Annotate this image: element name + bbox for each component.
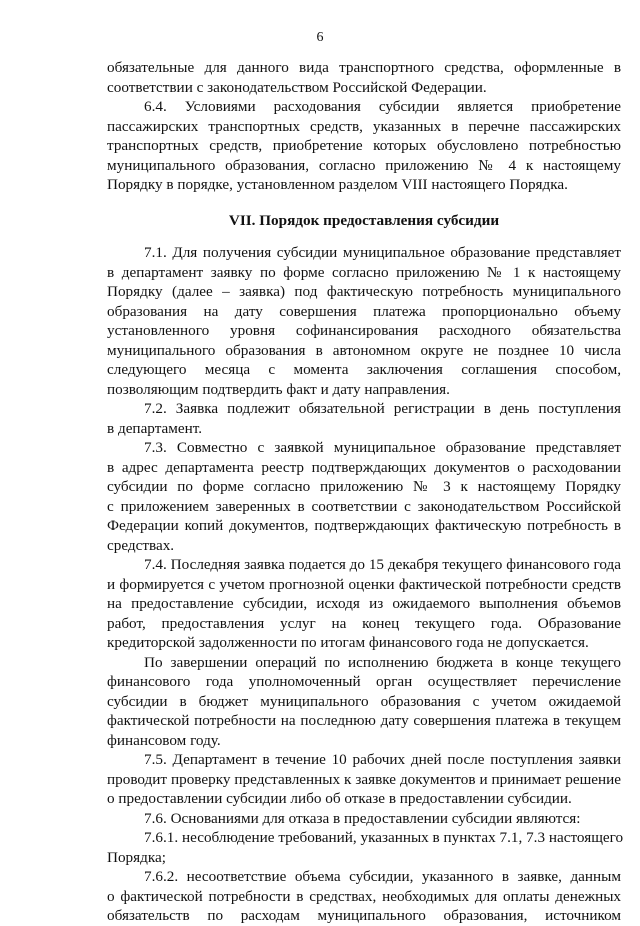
text-line: 7.5. Департамент в течение 10 рабочих дней после поступления заявки	[144, 751, 621, 768]
text-line: о предоставлении субсидии либо об отказе в предоставлении субсидии.	[107, 790, 572, 807]
text-line: на предоставление субсидии, исходя из ожидаемого выполнения объемов	[107, 595, 621, 612]
paragraph	[107, 867, 621, 926]
text-line: и формируется с учетом прогнозной оценки фактической потребности средств	[107, 575, 621, 593]
text-line: транспортных средств, приобретение которых обусловлено потребностью	[107, 137, 621, 154]
text-line: Порядку в порядке, установленном разделом VIII настоящего Порядка.	[107, 176, 568, 193]
text-line: субсидии по форме согласно приложению № 3 к настоящему Порядку	[107, 478, 621, 495]
text-line: 7.2. Заявка подлежит обязательной регистрации в день поступления	[144, 400, 621, 417]
page-number: 6	[316, 30, 324, 45]
text-line: кредиторской задолженности по итогам финансового года не допускается.	[107, 634, 589, 651]
text-line: муниципального образования в автономном округе не позднее 10 числа	[107, 341, 621, 359]
text-line: 7.6. Основаниями для отказа в предоставлении субсидии являются:	[144, 809, 581, 827]
text-line: По завершении операций по исполнению бюджета в конце текущего	[144, 653, 621, 671]
text-line: проводит проверку представленных к заявке документов и принимает решение	[107, 770, 621, 788]
section-7-content	[107, 243, 624, 926]
text-line: образования на дату совершения платежа пропорционально объему	[107, 302, 621, 320]
text-line: средствах.	[107, 536, 175, 554]
paragraph	[107, 58, 621, 97]
paragraph	[107, 653, 621, 751]
text-line: Федерации копий документов, подтверждающих фактическую потребность в	[107, 517, 621, 534]
text-line: 7.6.2. несоответствие объема субсидии, указанного в заявке, данным	[144, 868, 621, 885]
paragraph	[107, 243, 621, 399]
text-line: 7.1. Для получения субсидии муниципальное образование представляет	[144, 244, 621, 261]
text-line: муниципального образования, согласно приложению № 4 к настоящему	[107, 156, 621, 174]
text-line: в департамент.	[107, 419, 203, 437]
text-line: обязательств по расходам муниципального образования, источником	[107, 907, 621, 924]
text-line: установленного уровня софинансирования расходного обязательства	[107, 322, 621, 339]
text-line: работ, предоставления услуг на конец текущего года. Образование	[107, 614, 621, 632]
text-line: обязательные для данного вида транспортного средства, оформленные в	[107, 59, 621, 76]
paragraph	[107, 97, 621, 195]
text-line: в департамент заявку по форме согласно приложению № 1 к настоящему	[107, 263, 621, 281]
document-body	[107, 58, 624, 926]
text-line: субсидии в бюджет муниципального образования с учетом ожидаемой	[107, 692, 621, 710]
text-line: позволяющим подтвердить факт и дату направления.	[107, 380, 450, 398]
section-6-continuation	[107, 58, 621, 195]
text-line: Порядка;	[107, 848, 166, 866]
text-line: в адрес департамента реестр подтверждающих документов о расходовании	[107, 458, 621, 476]
paragraph	[107, 438, 621, 555]
paragraph	[107, 399, 621, 438]
text-line: 6.4. Условиями расходования субсидии является приобретение	[144, 98, 621, 115]
text-line: финансового года уполномоченный орган осуществляет перечисление	[107, 673, 621, 690]
paragraph	[107, 809, 621, 829]
text-line: 7.4. Последняя заявка подается до 15 декабря текущего финансового года	[144, 556, 621, 573]
text-line: соответствии с законодательством Российской Федерации.	[107, 78, 487, 96]
paragraph	[107, 828, 624, 867]
text-line: фактической потребности на последнюю дату совершения платежа в текущем	[107, 712, 621, 729]
text-line: следующего месяца с момента заключения соглашения способом,	[107, 361, 621, 378]
paragraph	[107, 555, 621, 653]
text-line: финансовом году.	[107, 731, 221, 749]
text-line: 7.3. Совместно с заявкой муниципальное образование представляет	[144, 439, 621, 456]
text-line: 7.6.1. несоблюдение требований, указанных в пунктах 7.1, 7.3 настоящего	[144, 829, 624, 846]
text-line: пассажирских транспортных средств, указанных в перечне пассажирских	[107, 117, 621, 135]
text-line: о фактической потребности в средствах, необходимых для оплаты денежных	[107, 887, 621, 905]
section-heading: VII. Порядок предоставления субсидии	[228, 211, 500, 229]
text-line: с приложением заверенных в соответствии с законодательством Российской	[107, 497, 621, 515]
text-line: Порядку (далее – заявка) под фактическую потребность муниципального	[107, 283, 621, 300]
paragraph	[107, 750, 621, 809]
